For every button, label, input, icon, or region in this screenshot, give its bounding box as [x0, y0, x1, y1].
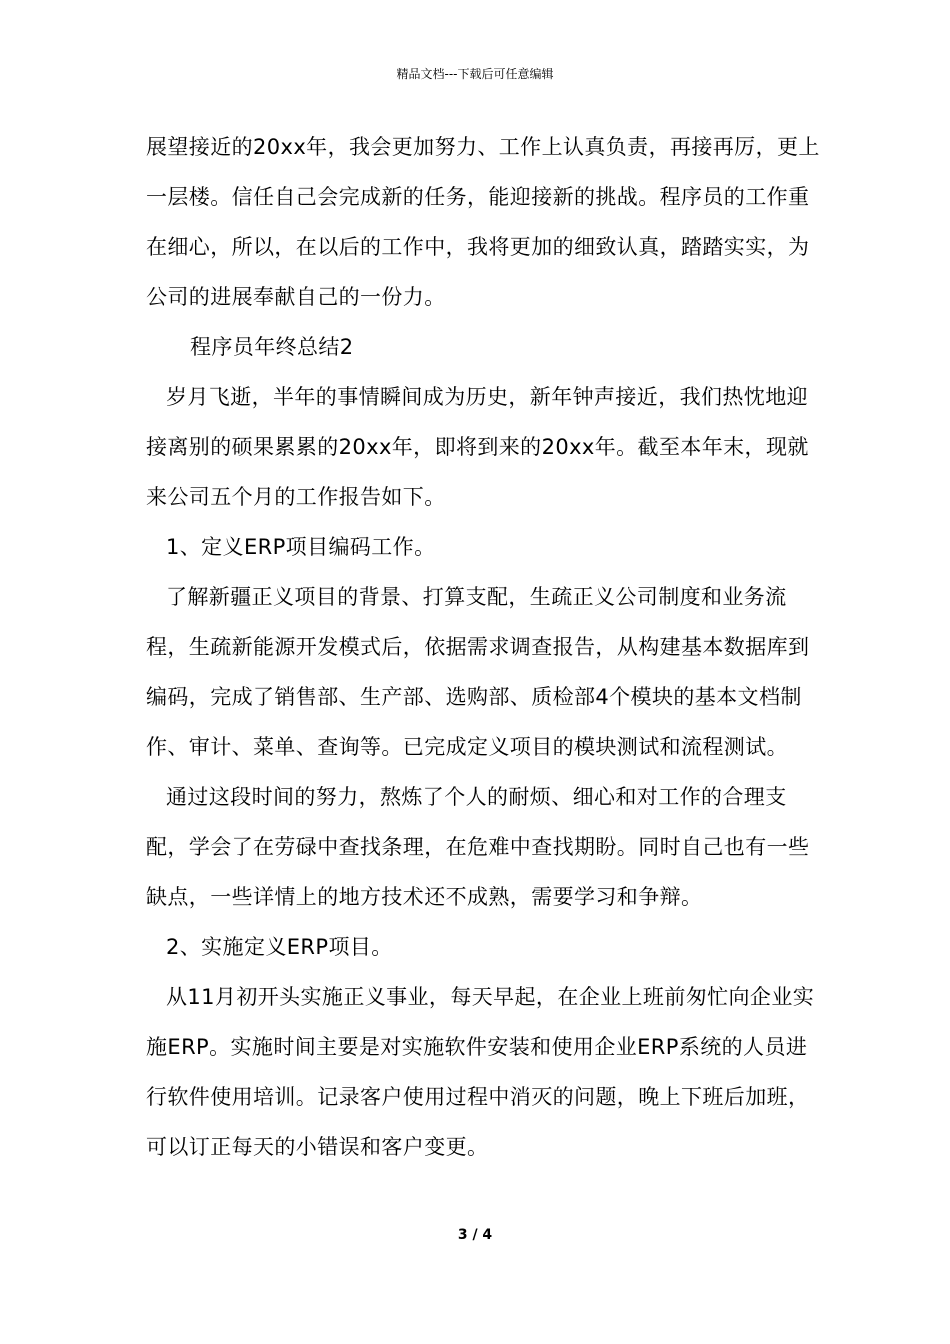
page-header: 精品文档---下载后可任意编辑	[396, 67, 554, 81]
section-heading: 程序员年终总结2	[190, 335, 354, 359]
page-number: 3 / 4	[457, 1227, 493, 1243]
paragraph-reflection: 通过这段时间的努力，熬炼了个人的耐烦、细心和对工作的合理支配，学会了在劳碌中查找条理，在危难中查找期盼。同时自己也有一些缺点，一些详情上的地方技术还不成熟，需要学习和争辩。	[146, 785, 810, 909]
paragraph-closing: 展望接近的20xx年，我会更加努力、工作上认真负责，再接再厉，更上一层楼。信任自己会完成新的任务，能迎接新的挑战。程序员的工作重在细心，所以，在以后的工作中，我将更加的细致认真，踏踏实实，为公司的进展奉献自己的一份力。	[146, 135, 820, 309]
list-heading-2: 2、实施定义ERP项目。	[166, 935, 393, 959]
paragraph-item-1: 了解新疆正义项目的背景、打算支配，生疏正义公司制度和业务流程，生疏新能源开发模式后，依据需求调查报告，从构建基本数据库到编码，完成了销售部、生产部、选购部、质检部4个模块的基本文档制作、审计、菜单、查询等。已完成定义项目的模块测试和流程测试。	[146, 585, 810, 759]
document-body	[146, 122, 826, 1172]
list-heading-1: 1、定义ERP项目编码工作。	[166, 535, 436, 559]
paragraph-item-2: 从11月初开头实施正义事业，每天早起，在企业上班前匆忙向企业实施ERP。实施时间主要是对实施软件安装和使用企业ERP系统的人员进行软件使用培训。记录客户使用过程中消灭的问题，晚上下班后加班，可以订正每天的小错误和客户变更。	[146, 985, 815, 1159]
paragraph-intro: 岁月飞逝，半年的事情瞬间成为历史，新年钟声接近，我们热忱地迎接离别的硕果累累的20xx年，即将到来的20xx年。截至本年末，现就来公司五个月的工作报告如下。	[146, 385, 809, 509]
